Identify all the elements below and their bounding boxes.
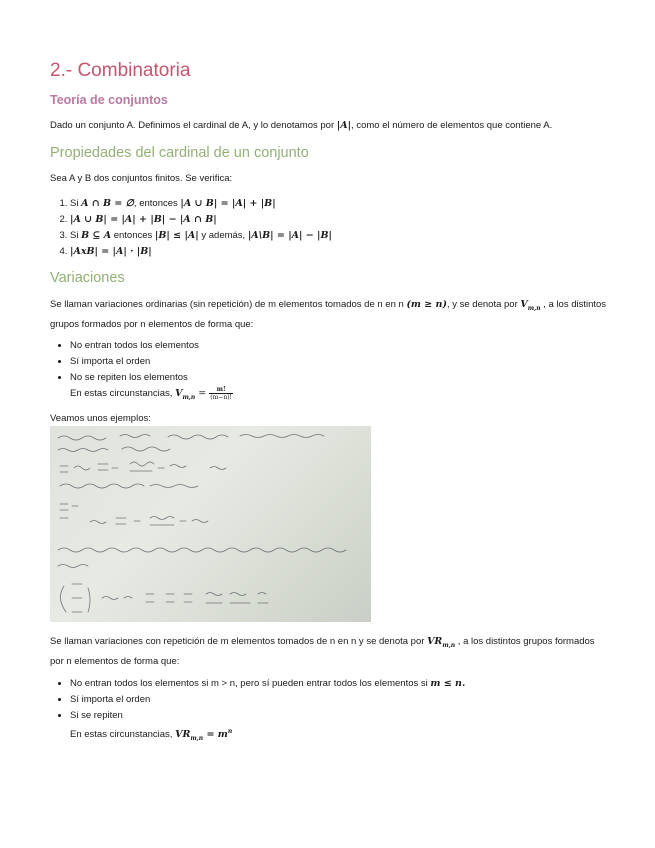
list-item: • Sí importa el orden [70,692,465,708]
paragraph-variaciones-intro: Se llaman variaciones ordinarias (sin repetición) de m elementos tomados de n en n (m ≥ n), y se denota por $V_{m,n}$ , a los distintos grupos formados por n elementos de forma que: [50,299,607,330]
list-item: 3. Si B ⊆ A entonces |B| ≤ |A| y además, |A\B| = |A| − |B| [70,228,332,244]
text: , como el número de elementos que contiene A. [351,120,553,131]
list-item: • No entran todos los elementos [70,338,233,354]
paragraph-variaciones-repeticion: Se llaman variaciones con repetición de m elementos tomados de n en n y se denota por $VR_{m,n}$ , a los distintos grupos formados por n elementos de forma que: [50,636,595,667]
page-title: 2.- Combinatoria [50,60,191,81]
fraction: $\frac{m!}{(m-n)!}$ [210,386,232,401]
list-item: 4. |AxB| = |A| · |B| [70,244,332,260]
paragraph-propiedades-intro: Sea A y B dos conjuntos finitos. Se verifica: [50,173,233,184]
variaciones-repeticion-bullets [50,676,465,747]
text: Dado un conjunto A. Definimos el cardinal de A, y lo denotamos por [50,120,337,131]
handwriting-illustration [50,426,371,622]
variaciones-bullets [50,338,233,406]
list-item: 2. |A ∪ B| = |A| + |B| − |A ∩ B| [70,212,332,228]
heading-propiedades-cardinal: Propiedades del cardinal de un conjunto [50,145,309,161]
properties-list [50,196,332,260]
list-item: • No entran todos los elementos si m > n, pero sí pueden entrar todos los elementos si m ≤ n. [70,676,465,692]
paragraph-cardinal-definition [50,118,610,134]
paragraph-ejemplos-label: Veamos unos ejemplos: [50,413,151,424]
heading-teoria-conjuntos: Teoría de conjuntos [50,93,168,107]
list-item: • Si se repiten En estas circunstancias, $VR_{m,n} = m^n$ [70,708,465,747]
handwritten-examples-photo [50,426,371,622]
list-item: • No se repiten los elementos En estas circunstancias, $V_{m,n}$ = $\frac{m!}{(m-n)!}$ [70,370,233,406]
math-cardinal: |A| [336,120,352,131]
heading-variaciones: Variaciones [50,270,125,286]
list-item: • Sí importa el orden [70,354,233,370]
list-item: 1. Si A ∩ B = ∅, entonces |A ∪ B| = |A| + |B| [70,196,332,212]
